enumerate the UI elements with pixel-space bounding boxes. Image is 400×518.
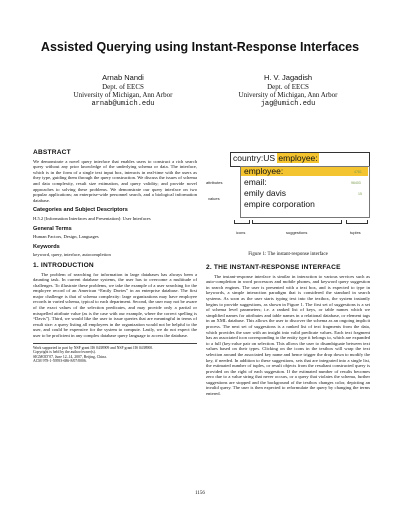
label-icons: icons (236, 230, 246, 235)
categories-text: H.5.2 [Information Interfaces and Presentation]: User Interfaces (33, 215, 151, 221)
label-attributes: attributes (206, 180, 223, 185)
tuple-count: 4781 (354, 170, 362, 174)
keywords-text: keyword, query, interface, autocompletion (33, 252, 111, 258)
paper-title: Assisted Querying using Instant-Response Interfaces (40, 40, 360, 54)
left-column (33, 150, 197, 364)
author-1 (38, 74, 208, 108)
footnote-line: Work supported in part by NSF grant IIS 0438909 and NSF grant IIS 0438900. (33, 345, 154, 350)
bracket-icons (234, 220, 250, 224)
section2-text: The instant-response interface is similar in interaction to various services such as auto-completion in word processors and mobile phones, and keyword query suggestion in search engines. The user is presented with a text box, and is expected to type in keywords, a simple interaction paradigm that is considered the standard in search systems. As soon as the user starts typing text into the textbox, the system instantly begins to provide suggestions, as shown in Figure 1. The first set of suggestions is a set of schema level parameters; i.e. a ranked list of keys, or table names which we simplified names for attributes and table names in a relational database, or element tags in an XML database. This allows the user to discover the schema as an ongoing implicit process. The next set of suggestions is a ranked list of text fragments from the data, which provides the user with an insight into valid predicate values. Each text fragment has an associated icon corresponding to the entity type it belongs to, which are expanded to a full (key:value pair on selection. This allows the user to disambiguate between text values based on their types. Clicking on the icons in the textbox will wrap the text selection around the associated key name and hence trigger the drop down to modify the key, if needed. In addition to these suggestions, sets that are integrated into a single list, the estimated number of tuples, or result objects from the resultant constructed query is provided on the right of each suggestion. If the estimated number of results becomes zero due to a value string that never occurs, or a query that violates the schema, further suggestions are stopped and the background of the textbox changes color, depicting an invalid query. The user is then expected to reformulate the query by changing the terms entered. (206, 273, 370, 397)
label-values: values (208, 196, 220, 201)
intro-text: The problem of searching for information in large databases has always been a daunting task. In current database systems, the user has to overcome a multitude of challenges. To illustrate these problems, we take the example of a user searching for the employee record of an American “Emily Davies” in an enterprise database. The first major challenge is that of schema complexity: large organizations may have employee records in varied schema, typical to each department. Second, the user may not be aware of the exact values of the selection predicates, and may provide only a partial or misspelled attribute value (as is the case with our example, where the correct spelling is “Davis”). Third, we would like the user to issue queries that are meaningful in terms of result size: a query listing all employees in the organization would not be helpful to the user, and could be expensive for the system to compute. Lastly, we do not expect the user to be proficient in any complex database query language to access the database. (33, 271, 197, 339)
footnote-line: ACM 978-1-59593-686-8/07/0006. (33, 359, 87, 364)
author-email: jag@umich.edu (260, 99, 316, 108)
categories-heading: Categories and Subject Descriptors (33, 207, 128, 214)
bracket-suggestions (252, 220, 342, 224)
general-terms-text: Human Factors, Design, Languages (33, 234, 99, 240)
author-email: arnab@umich.edu (91, 99, 155, 108)
figure-query-text (233, 153, 319, 163)
suggestion-item: emily davis (244, 188, 287, 198)
general-terms-heading: General Terms (33, 225, 72, 232)
author-name: H. V. Jagadish (263, 73, 313, 82)
suggestion-item: employee: (244, 166, 284, 176)
suggestion-item: empire corporation (244, 199, 315, 209)
author-dept: Dept. of EECS (102, 82, 144, 91)
abstract-heading: ABSTRACT (33, 149, 71, 156)
tuple-count: 15 (358, 192, 362, 196)
author-inst: University of Michigan, Ann Arbor (73, 91, 173, 99)
label-suggestions: suggestions (286, 230, 308, 235)
suggestion-item: email: (244, 177, 267, 187)
footnote (33, 343, 197, 364)
figure-1 (206, 150, 370, 242)
query-token: country:US (233, 153, 276, 163)
keywords-heading: Keywords (33, 243, 60, 250)
abstract-text: We demonstrate a novel query interface that enables users to construct a rich search query without any prior knowledge of the underlying schema or data. The interface, which is in the form of a single text input box, interacts in real-time with the users as they type, guiding them through the query construction. We discuss the issues of schema and data complexity, result size estimation, and query validity; and provide novel approaches to solving these problems. We demonstrate our query interface on two popular applications; an enterprise-wide personnel search, and a biological information database. (33, 158, 197, 203)
footnote-line: SIGMOD’07, June 12–14, 2007, Beijing, China. (33, 354, 107, 359)
author-dept: Dept. of EECS (267, 82, 309, 91)
tuple-count: 96403 (351, 181, 361, 185)
author-2 (203, 74, 373, 108)
section2-heading: 2. THE INSTANT-RESPONSE INTERFACE (206, 264, 341, 271)
right-column (206, 265, 370, 399)
author-inst: University of Michigan, Ann Arbor (238, 91, 338, 99)
intro-heading: 1. INTRODUCTION (33, 261, 94, 269)
label-tuples: tuples (350, 230, 361, 235)
bracket-tuples (346, 220, 368, 224)
query-token-highlight: employee: (278, 153, 318, 163)
footnote-line: Copyright is held by the author/owner(s). (33, 350, 96, 355)
author-name: Arnab Nandi (102, 73, 144, 82)
figure-caption: Figure 1: The instant-response interface (248, 252, 328, 257)
page-number: 1156 (195, 491, 205, 496)
